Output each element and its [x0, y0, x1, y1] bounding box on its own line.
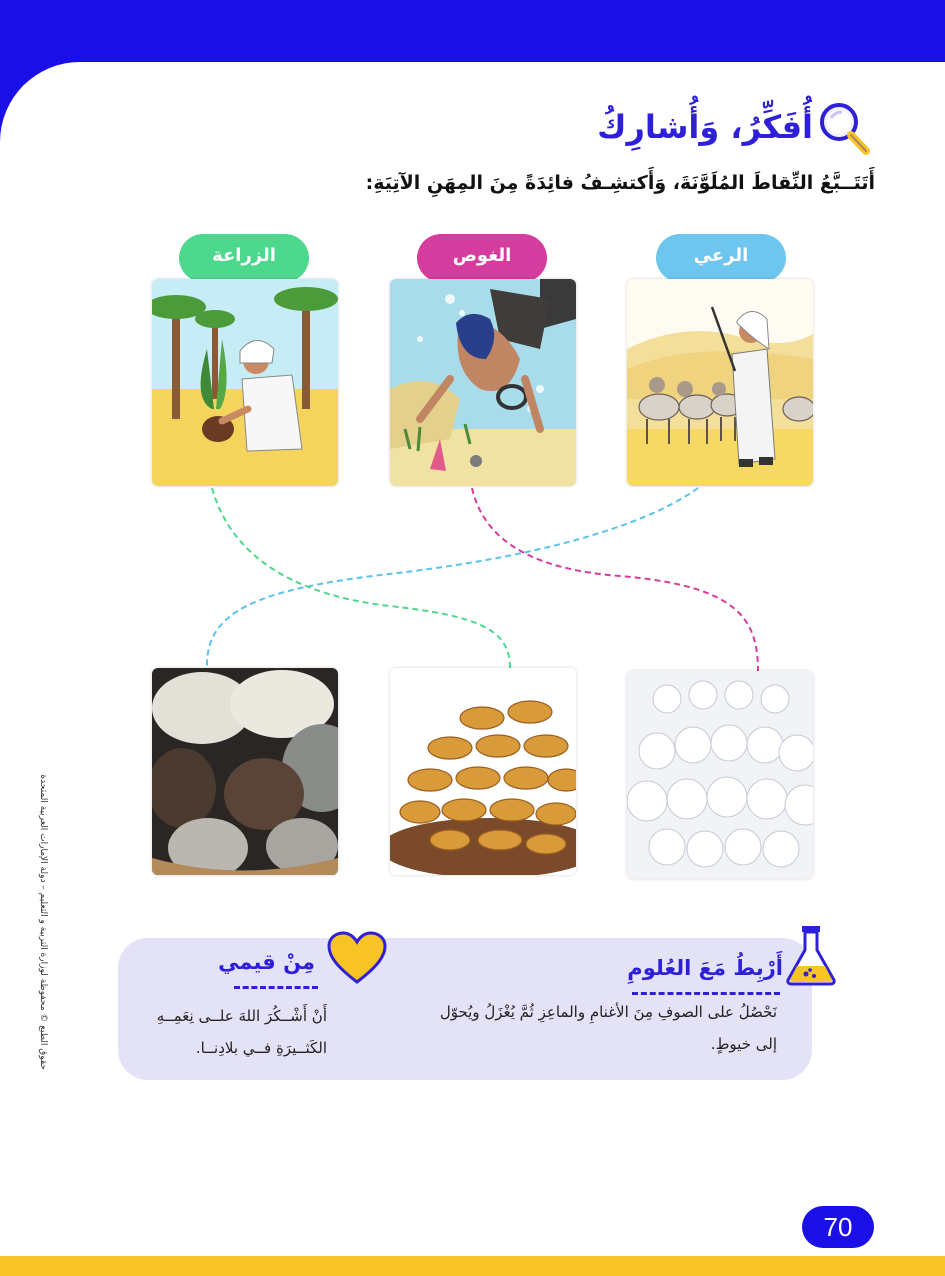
- science-line-1: نَحْصُلُ على الصوفِ مِنَ الأغنامِ والماعِزِ ثُمَّ يُغْزَلُ ويُحوّل: [439, 1003, 777, 1021]
- values-title: مِنْ قيمي: [218, 950, 315, 974]
- pearls-image: [627, 671, 813, 879]
- values-line-1: أَنْ أَشْــكُرَ اللهَ علــى نِعَمِــهِ: [156, 1007, 327, 1025]
- page-number: 70: [802, 1206, 874, 1248]
- pill-label: الغوص: [452, 245, 512, 266]
- heart-icon: [326, 930, 388, 986]
- copyright-text: حقوق الطبع © محفوظة لوزارة التربية و التعليم – دولة الإمارات العربية المتحدة: [38, 774, 48, 1070]
- science-line-2: إلى خيوطٍ.: [710, 1035, 777, 1053]
- instruction-text: أَتَتَــبَّعُ النِّقاطَ المُلَوَّنَةَ، وَأَكتشِـفُ فائِدَةً مِنَ المِهَنِ الآتِيَةِ:: [365, 172, 875, 194]
- page-title: أُفَكِّرُ، وَأُشارِكُ: [597, 108, 813, 146]
- footer-band: [0, 1256, 945, 1276]
- dates-image: [390, 668, 576, 875]
- values-line-2: الكَثــيرَةِ فــي بلادِنــا.: [195, 1039, 327, 1057]
- yarn-image: [152, 668, 338, 875]
- pill-label: الرعي: [693, 245, 749, 266]
- flask-icon: [784, 924, 838, 986]
- science-title-underline: [632, 992, 780, 995]
- line-herding-to-wool: [207, 488, 698, 668]
- values-title-underline: [234, 986, 318, 989]
- science-title: أَرْبِطُ مَعَ العُلومِ: [627, 956, 783, 980]
- line-diving-to-pearls: [472, 488, 758, 672]
- pill-label: الزراعة: [212, 245, 276, 266]
